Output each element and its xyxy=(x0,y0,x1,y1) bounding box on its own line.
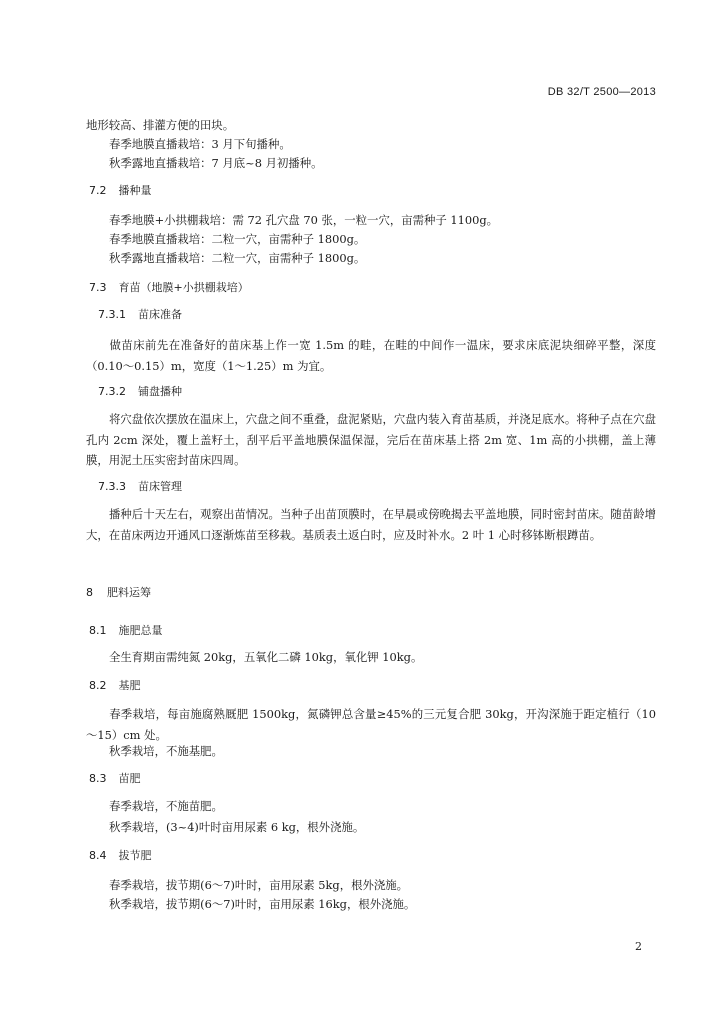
section-title: 苗床准备 xyxy=(138,308,182,321)
body-paragraph: 春季栽培，拔节期(6～7)叶时，亩用尿素 5kg，根外浇施。 xyxy=(109,878,409,892)
section-heading-8-2 xyxy=(89,678,141,694)
section-title: 苗肥 xyxy=(118,772,141,785)
section-number: 8.3 xyxy=(89,772,107,785)
section-heading-8 xyxy=(86,585,151,601)
section-heading-7-2 xyxy=(89,183,152,199)
section-title: 拔节肥 xyxy=(118,849,152,862)
section-heading-8-4 xyxy=(89,848,152,864)
standard-code-header: DB 32/T 2500—2013 xyxy=(547,86,656,98)
body-paragraph: 春季地膜+小拱棚栽培：需 72 孔穴盘 70 张，一粒一穴，亩需种子 1100g。 xyxy=(109,213,499,227)
body-paragraph: 春季地膜直播栽培：3 月下旬播种。 xyxy=(109,137,291,151)
section-heading-7-3 xyxy=(89,280,249,296)
section-title: 苗床管理 xyxy=(138,480,182,493)
body-paragraph: 春季栽培，不施苗肥。 xyxy=(109,799,223,813)
section-title: 铺盘播种 xyxy=(138,385,182,398)
section-title: 育苗（地膜+小拱棚栽培） xyxy=(118,281,249,294)
section-heading-7-3-2 xyxy=(98,384,182,400)
section-number: 8.2 xyxy=(89,679,107,692)
body-paragraph: 秋季露地直播栽培：7 月底~8 月初播种。 xyxy=(109,156,323,170)
section-title: 施肥总量 xyxy=(118,624,163,637)
section-number: 7.3.1 xyxy=(98,308,126,321)
section-heading-7-3-3 xyxy=(98,479,182,495)
paragraph-text: 做苗床前先在准备好的苗床基上作一宽 1.5m 的畦，在畦的中间作一温床，要求床底泥块细碎平整，深度（0.10～0.15）m，宽度（1～1.25）m 为宜。 xyxy=(86,338,656,373)
page-number: 2 xyxy=(635,940,642,953)
section-number: 7.2 xyxy=(89,184,107,197)
body-paragraph: 地形较高、排灌方便的田块。 xyxy=(86,118,235,132)
section-title: 基肥 xyxy=(118,679,141,692)
section-number: 8.1 xyxy=(89,624,107,637)
paragraph-text: 播种后十天左右，观察出苗情况。当种子出苗顶膜时，在早晨或傍晚揭去平盖地膜，同时密封苗床。随苗龄增大，在苗床两边开通风口逐渐炼苗至移栽。基质表土返白时，应及时补水。2 叶 1 心时移钵断根蹲苗。 xyxy=(86,507,656,542)
section-number: 8.4 xyxy=(89,849,107,862)
section-number: 7.3.2 xyxy=(98,385,126,398)
body-paragraph-wrapped xyxy=(86,409,656,471)
section-heading-7-3-1 xyxy=(98,307,182,323)
body-paragraph: 秋季栽培，不施基肥。 xyxy=(109,744,223,758)
body-paragraph: 秋季栽培，拔节期(6～7)叶时，亩用尿素 16kg，根外浇施。 xyxy=(109,897,416,911)
paragraph-text: 将穴盘依次摆放在温床上，穴盘之间不重叠，盘泥紧贴，穴盘内装入育苗基质，并浇足底水。将种子点在穴盘孔内 2cm 深处，覆上盖籽土，刮平后平盖地膜保温保湿，完后在苗床基上搭 2m 宽、1m 高的小拱棚，盖上薄膜，用泥土压实密封苗床四周。 xyxy=(86,412,656,467)
section-title: 肥料运筹 xyxy=(107,586,151,599)
section-heading-8-1 xyxy=(89,623,163,639)
body-paragraph: 全生育期亩需纯氮 20kg，五氧化二磷 10kg，氧化钾 10kg。 xyxy=(109,650,423,664)
section-title: 播种量 xyxy=(118,184,152,197)
section-number: 7.3 xyxy=(89,281,107,294)
body-paragraph: 秋季栽培，(3~4)叶时亩用尿素 6 kg，根外浇施。 xyxy=(109,820,365,834)
section-number: 7.3.3 xyxy=(98,480,126,493)
body-paragraph-wrapped xyxy=(86,704,656,745)
section-heading-8-3 xyxy=(89,771,141,787)
body-paragraph-wrapped xyxy=(86,504,656,545)
body-paragraph: 秋季露地直播栽培：二粒一穴，亩需种子 1800g。 xyxy=(109,251,366,265)
section-number: 8 xyxy=(86,586,93,599)
paragraph-text: 春季栽培，每亩施腐熟厩肥 1500kg，氮磷钾总含量≥45%的三元复合肥 30kg，开沟深施于距定植行（10～15）cm 处。 xyxy=(86,707,656,742)
body-paragraph-wrapped xyxy=(86,335,656,376)
body-paragraph: 春季地膜直播栽培：二粒一穴，亩需种子 1800g。 xyxy=(109,232,366,246)
